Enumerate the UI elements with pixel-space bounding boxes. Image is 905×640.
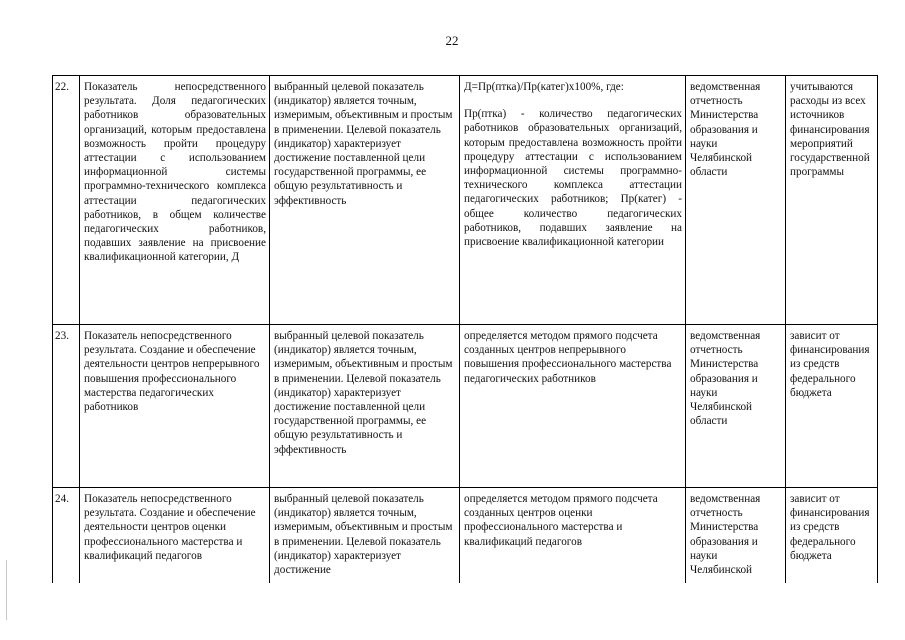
method-cell xyxy=(460,325,686,488)
justification-text: выбранный целевой показатель (индикатор) является точным, измеримым, объективным и простым в применении. Целевой показатель (индикатор) характеризует достижение xyxy=(274,493,453,577)
source-text: ведомственная отчетность Министерства образования и науки Челябинской области xyxy=(690,330,761,428)
method-text: определяется методом прямого подсчета созданных центров оценки профессионального мастерства и квалификаций педагогов xyxy=(464,493,658,548)
page-number: 22 xyxy=(445,33,459,48)
indicators-table xyxy=(52,75,878,583)
indicator-cell xyxy=(80,325,270,488)
indicator-text: Показатель непосредственного результата. Создание и обеспечение деятельности центров непрерывного повышения профессионального мастерства педагогических работников xyxy=(84,330,260,414)
justification-cell xyxy=(270,76,460,325)
scan-margin-line xyxy=(6,560,7,620)
method-cell xyxy=(460,488,686,583)
note-cell xyxy=(786,488,878,583)
row-number: 23. xyxy=(53,325,80,488)
justification-text: выбранный целевой показатель (индикатор) является точным, измеримым, объективным и простым в применении. Целевой показатель (индикатор) характеризует достижение поставленной цели государственной программы, ее общую результативность и эффективность xyxy=(274,81,453,207)
note-cell xyxy=(786,76,878,325)
source-text: ведомственная отчетность Министерства образования и науки Челябинской xyxy=(690,493,761,577)
method-cell xyxy=(460,76,686,325)
source-cell xyxy=(686,488,786,583)
formula-text: Д=Пр(птка)/Пр(катег)х100%, где: xyxy=(464,81,624,93)
row-number: 24. xyxy=(53,488,80,583)
note-text: учитываются расходы из всех источников финансирования мероприятий государственной программы xyxy=(790,81,870,179)
method-text: Пр(птка) - количество педагогических работников образовательных организаций, которым предоставлена возможность пройти процедуру аттестации с использованием информационной системы программно-технического комплекса аттестации педагогических работников; Пр(катег) - общее количество педагогических работников, подавших заявление на присвоение квалификационной категории xyxy=(464,108,682,249)
indicator-cell xyxy=(80,76,270,325)
justification-cell xyxy=(270,488,460,583)
note-text: зависит от финансирования из средств федерального бюджета xyxy=(790,330,870,399)
row-number: 22. xyxy=(53,76,80,325)
source-text: ведомственная отчетность Министерства образования и науки Челябинской области xyxy=(690,81,761,179)
justification-cell xyxy=(270,325,460,488)
note-text: зависит от финансирования из средств федерального бюджета xyxy=(790,493,870,562)
indicator-text: Показатель непосредственного результата. Создание и обеспечение деятельности центров оценки профессионального мастерства и квалификаций педагогов xyxy=(84,493,256,562)
justification-text: выбранный целевой показатель (индикатор) является точным, измеримым, объективным и простым в применении. Целевой показатель (индикатор) характеризует достижение поставленной цели государственной программы, ее общую результативность и эффективность xyxy=(274,330,453,456)
table-row xyxy=(53,325,878,488)
indicator-text: Показатель непосредственного результата. Доля педагогических работников образовательных организаций, которым предоставлена возможность пройти процедуру аттестации с использованием информационной системы программно-технического комплекса аттестации педагогических работников, в общем количестве педагогических работников, подавших заявление на присвоение квалификационной категории, Д xyxy=(84,81,266,264)
table-row xyxy=(53,488,878,583)
source-cell xyxy=(686,76,786,325)
source-cell xyxy=(686,325,786,488)
note-cell xyxy=(786,325,878,488)
table-row xyxy=(53,76,878,325)
indicator-cell xyxy=(80,488,270,583)
method-text: определяется методом прямого подсчета созданных центров непрерывного повышения профессионального мастерства педагогических работников xyxy=(464,330,672,385)
